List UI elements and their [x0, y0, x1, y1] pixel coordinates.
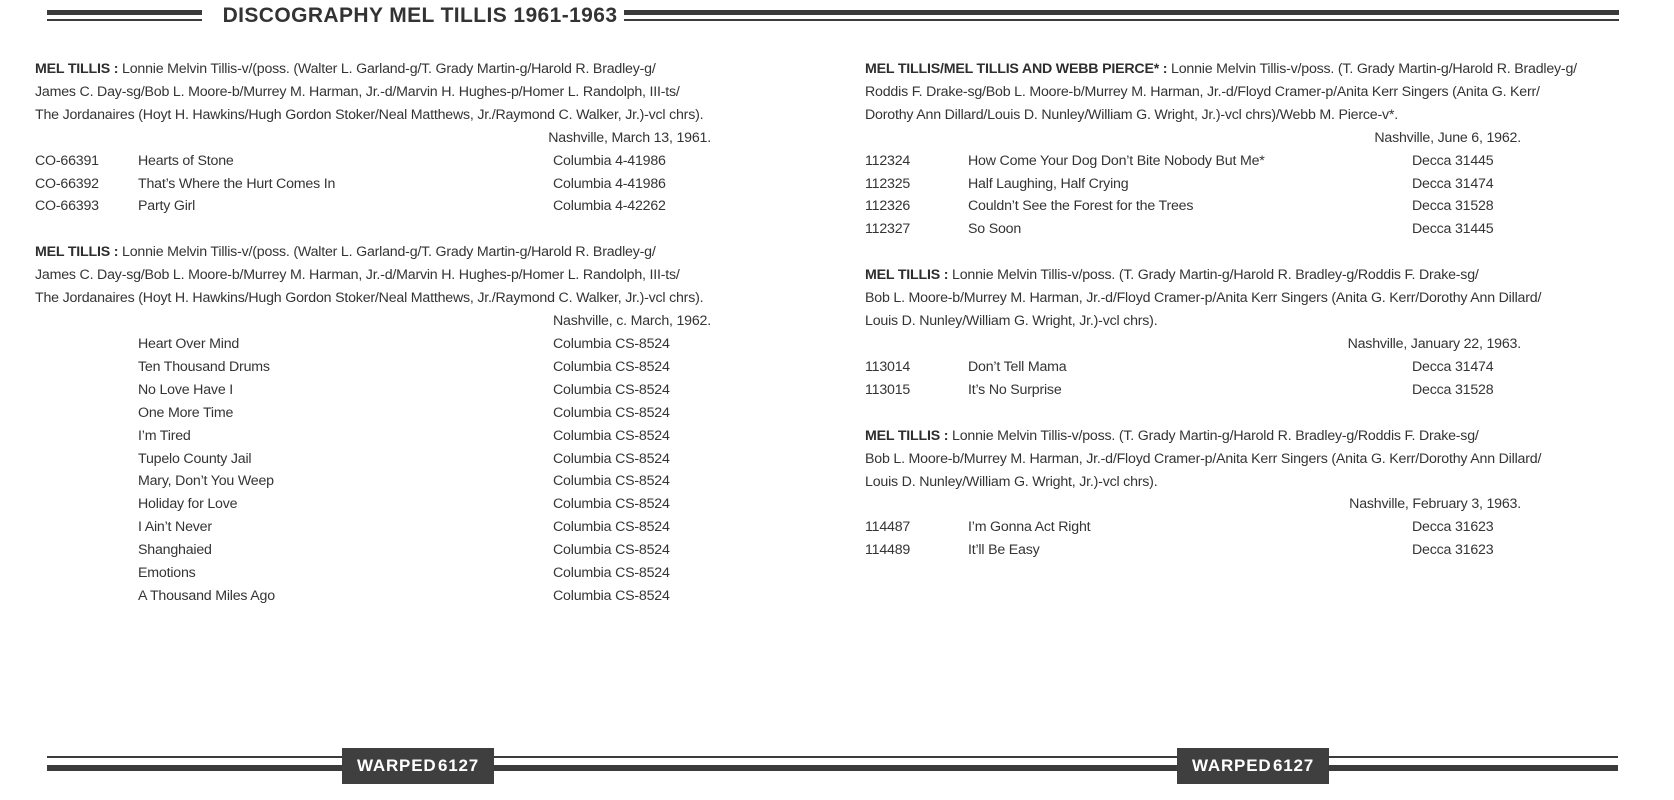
personnel-line: James C. Day-sg/Bob L. Moore-b/Murrey M. Harman, Jr.-d/Marvin H. Hughes-p/Homer L. Randolph, III-ts/ [35, 267, 680, 284]
track-matrix: CO-66393 [35, 198, 99, 215]
track-matrix: 112326 [865, 198, 911, 215]
artist-name: MEL TILLIS : [865, 267, 952, 284]
header-rule-right [624, 10, 1619, 21]
track-row [35, 195, 711, 218]
rule-thin [624, 19, 1619, 21]
track-row [865, 379, 1521, 402]
track-title: Mary, Don’t You Weep [138, 473, 274, 490]
track-row [35, 425, 711, 448]
track-title: Heart Over Mind [138, 335, 240, 352]
track-release: Columbia CS-8524 [553, 335, 670, 352]
track-matrix: 113015 [865, 381, 911, 398]
personnel-line: MEL TILLIS : Lonnie Melvin Tillis-v/(poss. (Walter L. Garland-g/T. Grady Martin-g/Harold R. Bradley-g/ [35, 61, 656, 77]
track-row [35, 539, 711, 562]
track-title: A Thousand Miles Ago [138, 587, 275, 604]
track-title: No Love Have I [138, 381, 233, 398]
track-title: It’s No Surprise [968, 381, 1062, 398]
track-title: Don’t Tell Mama [968, 358, 1067, 375]
track-row [865, 516, 1521, 539]
track-matrix: CO-66392 [35, 175, 99, 192]
session-block [865, 58, 1577, 241]
artist-name: MEL TILLIS/MEL TILLIS AND WEBB PIERCE* : [865, 61, 1172, 77]
session-date: Nashville, June 6, 1962. [1374, 129, 1521, 146]
session-personnel [35, 241, 711, 310]
track-title: Tupelo County Jail [138, 450, 252, 467]
session-personnel [865, 264, 1542, 333]
track-matrix: 112324 [865, 152, 911, 169]
track-release: Columbia CS-8524 [553, 496, 670, 513]
track-list [865, 356, 1521, 402]
track-title: It’ll Be Easy [968, 542, 1040, 559]
track-release: Columbia 4-41986 [553, 152, 666, 169]
track-title: Party Girl [138, 198, 196, 215]
track-release: Decca 31445 [1412, 152, 1494, 169]
track-matrix [35, 379, 138, 402]
personnel-line: MEL TILLIS : Lonnie Melvin Tillis-v/poss. (T. Grady Martin-g/Harold R. Bradley-g/Roddis F. Drake-sg/ [865, 427, 1479, 444]
track-row [865, 356, 1521, 379]
track-release: Decca 31528 [1412, 198, 1494, 215]
track-title: Hearts of Stone [138, 152, 234, 169]
session-personnel [865, 58, 1577, 127]
track-release: Columbia CS-8524 [553, 519, 670, 536]
track-release: Columbia CS-8524 [553, 587, 670, 604]
track-release: Decca 31623 [1412, 542, 1494, 559]
track-title: So Soon [968, 221, 1022, 238]
track-matrix: 113014 [865, 358, 911, 375]
track-list [35, 150, 711, 219]
track-release: Columbia CS-8524 [553, 565, 670, 582]
rule-thin [47, 756, 1618, 758]
track-row [35, 402, 711, 425]
badge-number: 6127 [437, 756, 479, 775]
rule-thick [47, 10, 202, 15]
track-title: Ten Thousand Drums [138, 358, 270, 375]
rule-thick [47, 765, 1618, 771]
track-title: Half Laughing, Half Crying [968, 175, 1129, 192]
track-matrix: 112325 [865, 175, 911, 192]
track-list [865, 150, 1521, 242]
personnel-line: The Jordanaires (Hoyt H. Hawkins/Hugh Gordon Stoker/Neal Matthews, Jr./Raymond C. Walker, Jr.)-vcl chrs). [35, 290, 704, 307]
track-title: Couldn’t See the Forest for the Trees [968, 198, 1194, 215]
personnel-line: Louis D. Nunley/William G. Wright, Jr.)-vcl chrs). [865, 473, 1158, 490]
track-row [865, 150, 1521, 173]
track-row [35, 516, 711, 539]
personnel-line: MEL TILLIS : Lonnie Melvin Tillis-v/(poss. (Walter L. Garland-g/T. Grady Martin-g/Harold R. Bradley-g/ [35, 244, 656, 261]
track-matrix [35, 562, 138, 585]
track-row [35, 333, 711, 356]
track-row [35, 173, 711, 196]
track-release: Columbia CS-8524 [553, 473, 670, 490]
track-row [35, 585, 711, 608]
personnel-line: Louis D. Nunley/William G. Wright, Jr.)-vcl chrs). [865, 313, 1158, 330]
track-row [35, 493, 711, 516]
track-row [865, 195, 1521, 218]
session-block [35, 241, 711, 608]
rule-thin [47, 19, 202, 21]
session-block [865, 264, 1542, 401]
personnel-line: James C. Day-sg/Bob L. Moore-b/Murrey M. Harman, Jr.-d/Marvin H. Hughes-p/Homer L. Randolph, III-ts/ [35, 83, 680, 100]
session-date: Nashville, January 22, 1963. [1347, 335, 1521, 352]
session-date: Nashville, c. March, 1962. [552, 313, 711, 330]
session-personnel [865, 425, 1542, 494]
track-matrix [35, 516, 138, 539]
rule-thick [624, 10, 1619, 15]
track-release: Columbia CS-8524 [553, 381, 670, 398]
track-matrix: 112327 [865, 221, 911, 238]
track-matrix: 114487 [865, 519, 911, 536]
track-title: I’m Gonna Act Right [968, 519, 1091, 536]
track-row [35, 448, 711, 471]
track-matrix [35, 356, 138, 379]
track-row [35, 150, 711, 173]
track-title: Shanghaied [138, 542, 212, 559]
track-release: Columbia 4-42262 [553, 198, 666, 215]
track-row [35, 562, 711, 585]
track-release: Columbia CS-8524 [553, 358, 670, 375]
track-matrix [35, 448, 138, 471]
page-title: DISCOGRAPHY MEL TILLIS 1961-1963 [222, 4, 618, 27]
track-title: I Ain’t Never [138, 519, 212, 536]
discography-column-right [865, 58, 1577, 562]
track-row [35, 470, 711, 493]
track-row [35, 379, 711, 402]
artist-name: MEL TILLIS : [865, 427, 952, 444]
session-block [865, 425, 1542, 562]
discography-column-left [35, 58, 711, 608]
track-release: Decca 31623 [1412, 519, 1494, 536]
track-list [35, 333, 711, 608]
track-matrix [35, 539, 138, 562]
personnel-line: MEL TILLIS : Lonnie Melvin Tillis-v/poss. (T. Grady Martin-g/Harold R. Bradley-g/Roddis F. Drake-sg/ [865, 267, 1479, 284]
track-release: Decca 31528 [1412, 381, 1494, 398]
personnel-line: The Jordanaires (Hoyt H. Hawkins/Hugh Gordon Stoker/Neal Matthews, Jr./Raymond C. Walker, Jr.)-vcl chrs). [35, 106, 704, 123]
track-row [35, 356, 711, 379]
session-personnel [35, 58, 711, 127]
track-title: Holiday for Love [138, 496, 238, 513]
personnel-line: Bob L. Moore-b/Murrey M. Harman, Jr.-d/Floyd Cramer-p/Anita Kerr Singers (Anita G. Kerr/Dorothy Ann Dillard/ [865, 290, 1542, 307]
track-title: Emotions [138, 565, 196, 582]
track-matrix [35, 333, 138, 356]
personnel-line: Bob L. Moore-b/Murrey M. Harman, Jr.-d/Floyd Cramer-p/Anita Kerr Singers (Anita G. Kerr/Dorothy Ann Dillard/ [865, 450, 1542, 467]
personnel-line: Dorothy Ann Dillard/Louis D. Nunley/William G. Wright, Jr.)-vcl chrs)/Webb M. Pierce-v*. [865, 106, 1398, 123]
track-row [865, 173, 1521, 196]
artist-name: MEL TILLIS : [35, 244, 122, 261]
personnel-line: Roddis F. Drake-sg/Bob L. Moore-b/Murrey M. Harman, Jr.-d/Floyd Cramer-p/Anita Kerr Singers (Anita G. Kerr/ [865, 83, 1540, 100]
track-matrix [35, 493, 138, 516]
session-date: Nashville, February 3, 1963. [1349, 496, 1521, 513]
track-release: Decca 31445 [1412, 221, 1494, 238]
track-matrix: 114489 [865, 542, 911, 559]
artist-name: MEL TILLIS : [35, 61, 122, 77]
track-release: Columbia CS-8524 [553, 450, 670, 467]
footer-rule [47, 756, 1618, 771]
track-matrix [35, 470, 138, 493]
label-badge [342, 748, 494, 784]
track-row [865, 218, 1521, 241]
track-release: Columbia 4-41986 [553, 175, 666, 192]
track-matrix [35, 402, 138, 425]
track-matrix [35, 585, 138, 608]
track-release: Columbia CS-8524 [553, 542, 670, 559]
track-title: That’s Where the Hurt Comes In [138, 175, 336, 192]
track-title: I’m Tired [138, 427, 191, 444]
session-date: Nashville, March 13, 1961. [548, 129, 711, 146]
track-release: Decca 31474 [1412, 175, 1494, 192]
track-release: Columbia CS-8524 [553, 427, 670, 444]
track-row [865, 539, 1521, 562]
track-list [865, 516, 1521, 562]
track-release: Decca 31474 [1412, 358, 1494, 375]
header-rule-left [47, 10, 202, 21]
track-title: One More Time [138, 404, 234, 421]
session-block [35, 58, 711, 218]
badge-number: 6127 [1272, 756, 1314, 775]
badge-label: WARPED [1192, 756, 1272, 775]
label-badge [1177, 748, 1329, 784]
badge-label: WARPED [357, 756, 437, 775]
track-matrix: CO-66391 [35, 152, 99, 169]
track-title: How Come Your Dog Don’t Bite Nobody But Me* [968, 152, 1265, 169]
track-release: Columbia CS-8524 [553, 404, 670, 421]
personnel-line: MEL TILLIS/MEL TILLIS AND WEBB PIERCE* : Lonnie Melvin Tillis-v/poss. (T. Grady Martin-g/Harold R. Bradley-g/ [865, 61, 1577, 77]
track-matrix [35, 425, 138, 448]
